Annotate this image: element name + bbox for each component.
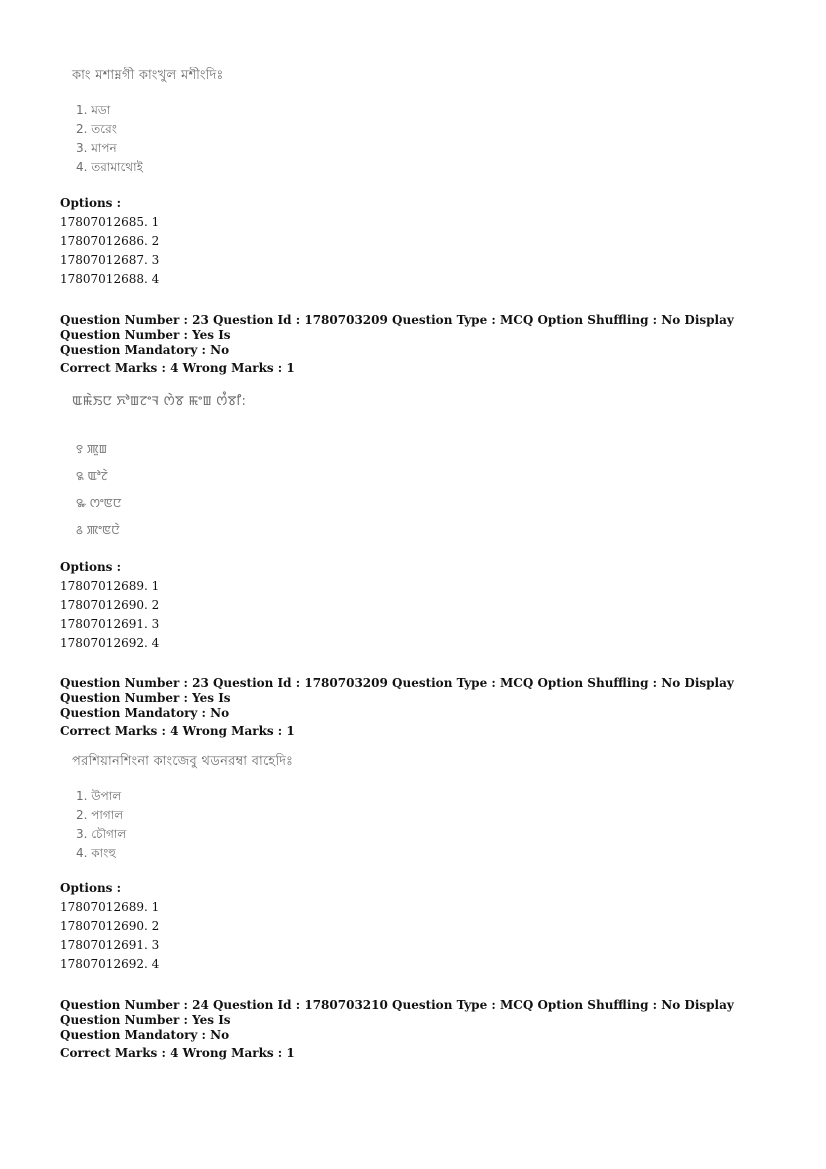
- question-option: 2. তরেং: [76, 122, 117, 136]
- question-meta-line: Question Mandatory : No: [60, 1028, 230, 1042]
- question-meta-line: Question Number : 23 Question Id : 1780703209 Question Type : MCQ Option Shuffling : No Display Question Number : Yes Is: [60, 313, 734, 342]
- question-stem: ꯑꯃꯥꯏꯅ ꯈꯣꯡꯖꯦꯜ ꯁꯥꯕ ꯃꯦꯡ ꯁꯪꯕꯤ:: [72, 394, 247, 409]
- question-meta: [60, 313, 760, 376]
- option-id: 17807012690. 2: [60, 598, 160, 612]
- question-option: 3. মাপন: [76, 141, 117, 155]
- question-stem: কাং মশাম্নগী কাংখুল মশীংদিঃ: [72, 68, 224, 83]
- question-meta-line: Question Mandatory : No: [60, 343, 230, 357]
- question-option: ꯱ ꯄꯨꯡ: [76, 442, 108, 456]
- options-label: Options :: [60, 196, 122, 210]
- question-image-text: [72, 66, 224, 177]
- marks-line: Correct Marks : 4 Wrong Marks : 1: [60, 361, 295, 375]
- question-option: 1. উপাল: [76, 789, 122, 803]
- option-id: 17807012690. 2: [60, 919, 160, 933]
- option-id: 17807012692. 4: [60, 957, 160, 971]
- question-option: 4. কাংহু: [76, 846, 116, 860]
- option-id: 17807012689. 1: [60, 579, 160, 593]
- option-id: 17807012689. 1: [60, 900, 160, 914]
- question-meta-line: Question Number : 24 Question Id : 1780703210 Question Type : MCQ Option Shuffling : No Display Question Number : Yes Is: [60, 998, 734, 1027]
- option-id: 17807012687. 3: [60, 253, 160, 267]
- marks-line: Correct Marks : 4 Wrong Marks : 1: [60, 724, 295, 738]
- question-stem: পরশিয়ানশিংনা কাংজেবু থডনরম্বা বাহেদিঃ: [72, 754, 294, 769]
- option-id: 17807012691. 3: [60, 617, 160, 631]
- question-meta-line: Question Number : 23 Question Id : 1780703209 Question Type : MCQ Option Shuffling : No Display Question Number : Yes Is: [60, 676, 734, 705]
- question-option: 2. পাগাল: [76, 808, 124, 822]
- question-option: ꯳ ꯁꯦꯟꯅ: [76, 496, 122, 510]
- question-image-text: [72, 392, 246, 544]
- marks-line: Correct Marks : 4 Wrong Marks : 1: [60, 1046, 295, 1060]
- question-meta: [60, 998, 760, 1061]
- option-id: 17807012688. 4: [60, 272, 160, 286]
- question-option: ꯲ ꯑꯣꯖꯥ: [76, 469, 108, 483]
- option-id: 17807012685. 1: [60, 215, 160, 229]
- question-meta: [60, 676, 760, 739]
- options-section: [60, 560, 760, 653]
- question-option: 1. মডা: [76, 103, 111, 117]
- options-section: [60, 881, 760, 974]
- option-id: 17807012692. 4: [60, 636, 160, 650]
- options-label: Options :: [60, 881, 122, 895]
- options-label: Options :: [60, 560, 122, 574]
- option-id: 17807012686. 2: [60, 234, 160, 248]
- options-section: [60, 196, 760, 289]
- question-option: ꯴ ꯄꯦꯟꯅꯥ: [76, 523, 120, 537]
- question-option: 4. তরামাথোই: [76, 160, 143, 174]
- option-id: 17807012691. 3: [60, 938, 160, 952]
- question-meta-line: Question Mandatory : No: [60, 706, 230, 720]
- question-image-text: [72, 752, 293, 863]
- question-option: 3. চৌগাল: [76, 827, 127, 841]
